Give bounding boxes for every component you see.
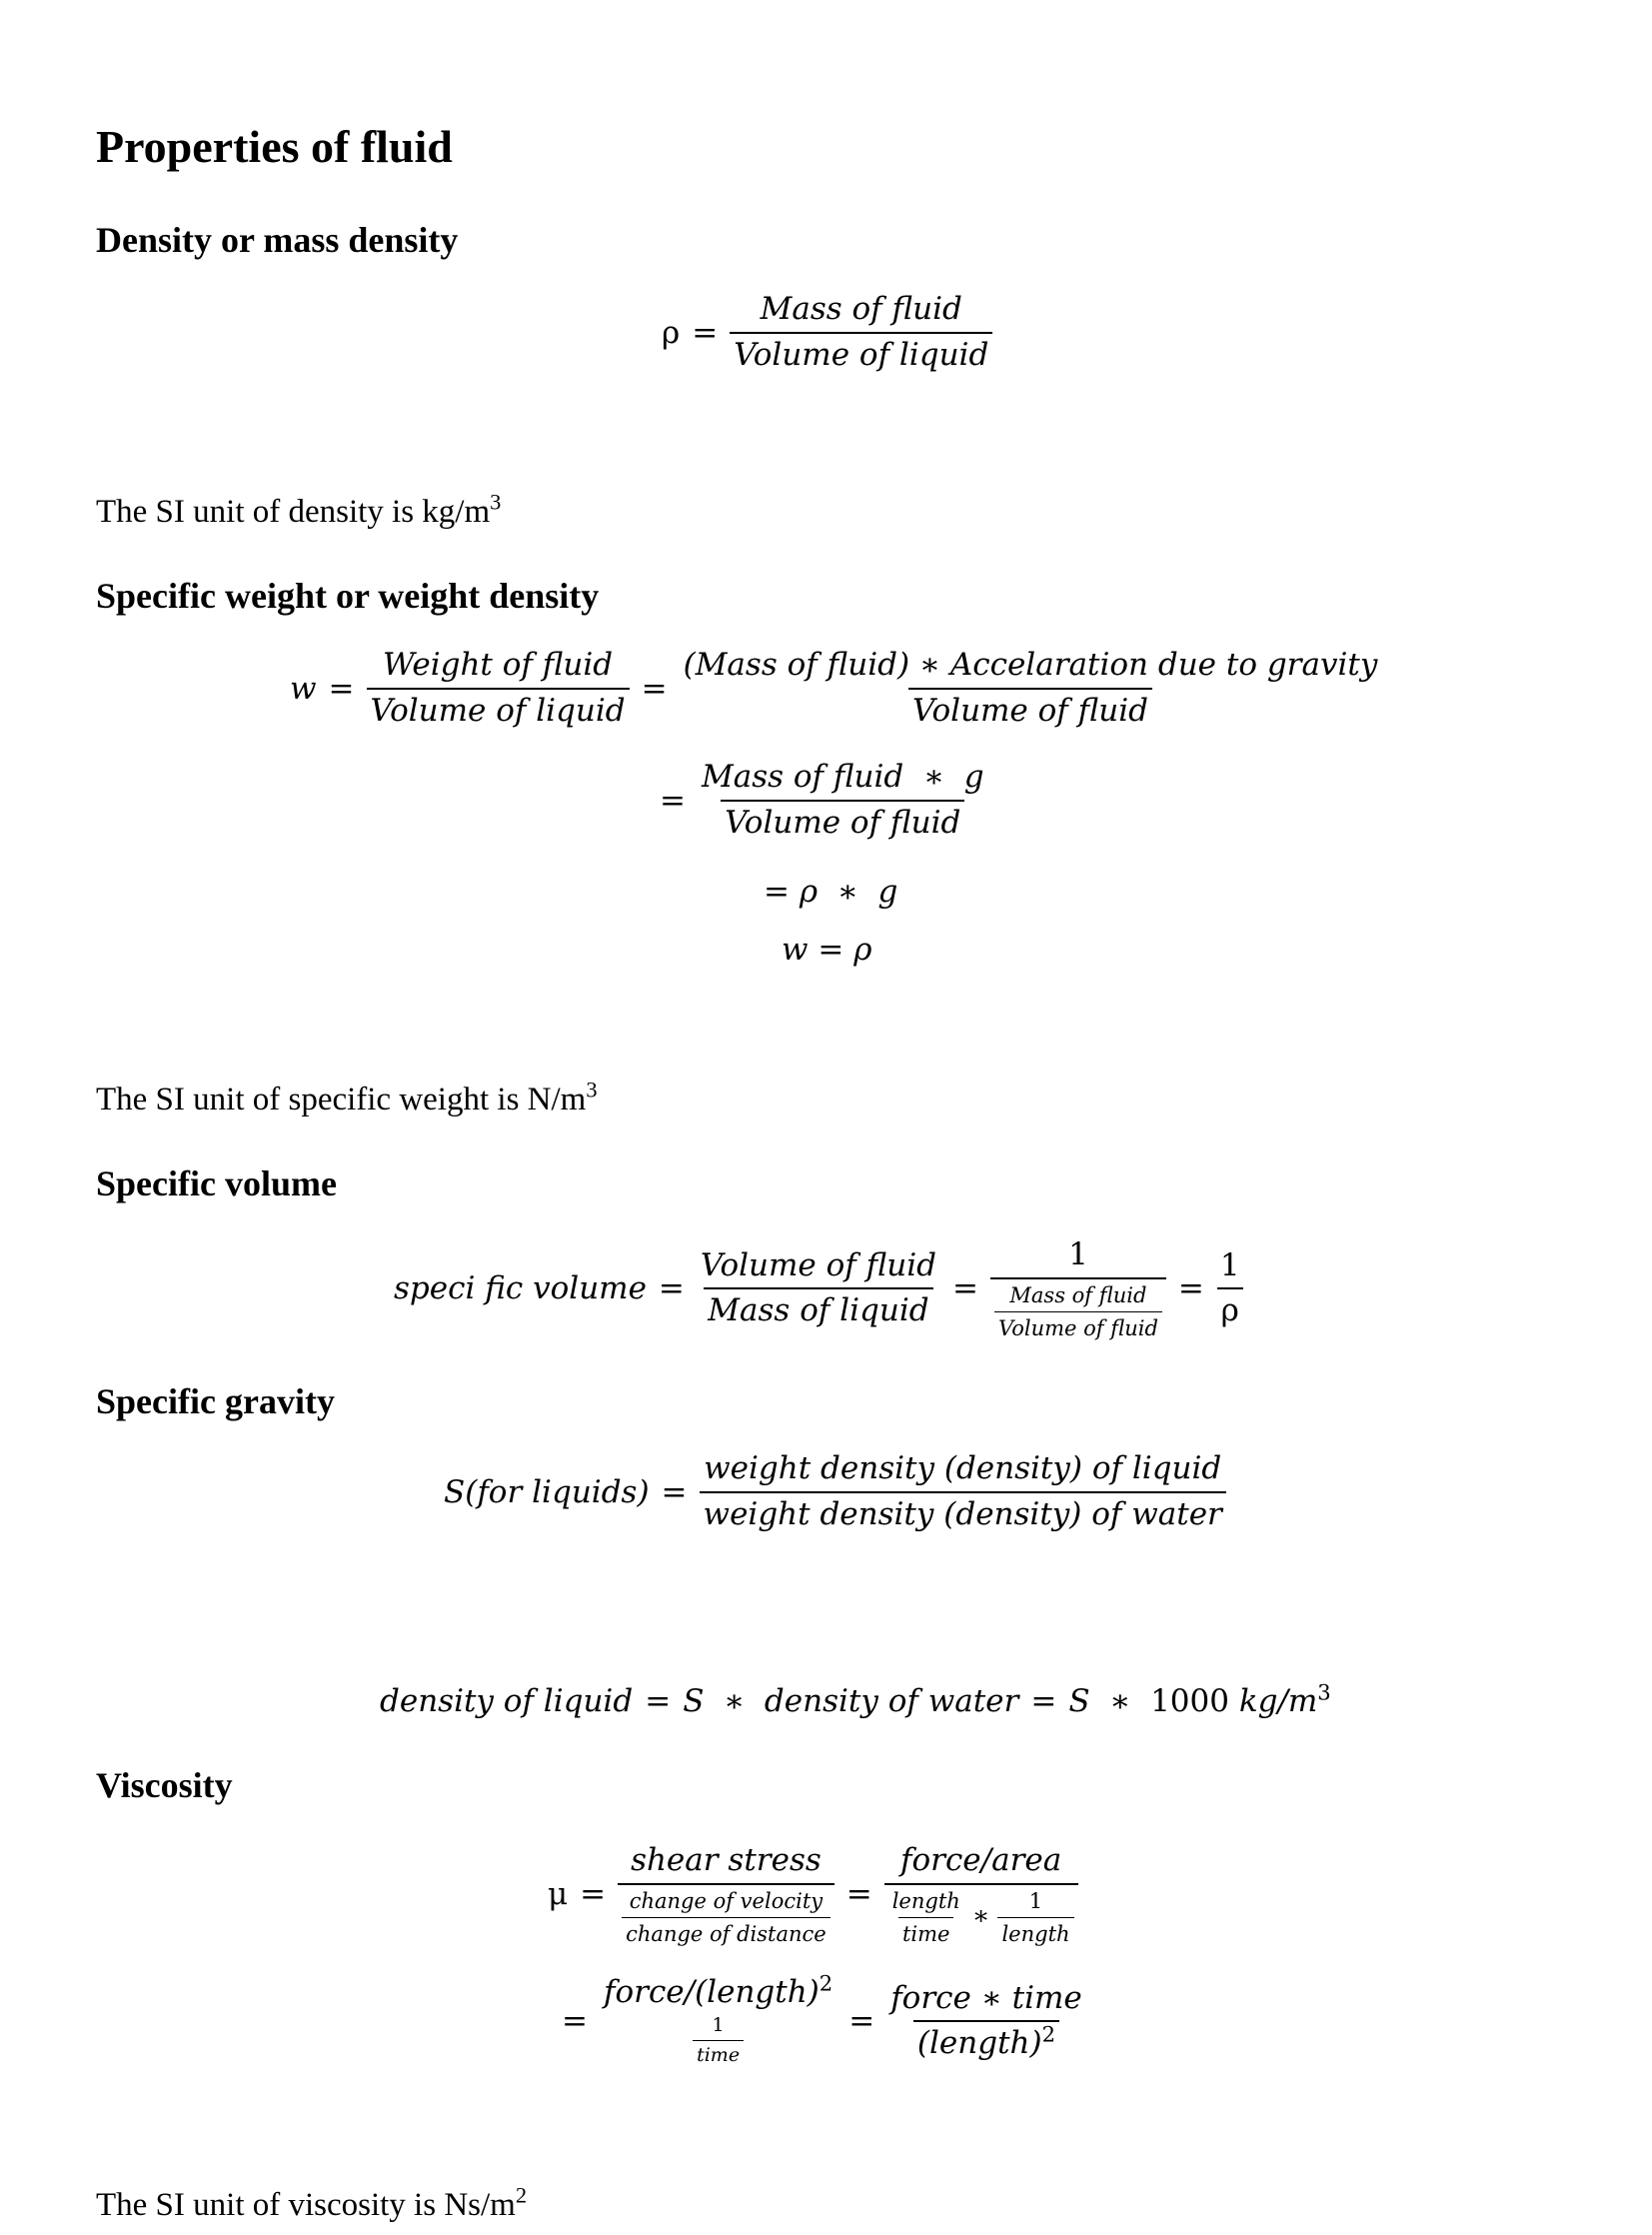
nested-fraction	[693, 2015, 744, 2068]
equals-sign: =	[328, 670, 355, 707]
denominator: weight density (density) of water	[700, 1491, 1226, 1533]
equals-sign: =	[951, 1270, 978, 1307]
denominator: Mass of liquid	[704, 1287, 932, 1329]
fraction-force-length-time	[600, 1970, 836, 2067]
numerator: Volume of fluid	[700, 1246, 936, 1283]
denominator: Volume of fluid	[908, 688, 1152, 730]
formula-specific-weight-row1	[290, 648, 1381, 729]
si-unit-exponent: 3	[586, 1077, 598, 1103]
si-unit-specific-weight	[96, 1077, 598, 1118]
formula-value: 1000	[1150, 1683, 1229, 1719]
fraction-mass-gravity	[680, 648, 1382, 729]
formula-specific-weight-row3: = ρ ∗ g	[764, 874, 898, 910]
equals-sign: =	[1177, 1270, 1204, 1307]
denominator: Volume of liquid	[367, 688, 630, 730]
formula-density-of-liquid	[380, 1679, 1331, 1719]
si-unit-text: The SI unit of specific weight is N/m	[96, 1082, 587, 1118]
denominator	[913, 2020, 1059, 2062]
fraction-force-area	[884, 1843, 1078, 1946]
fraction	[730, 292, 992, 373]
numerator: 1	[1068, 1236, 1088, 1272]
heading-specific-weight: Specific weight or weight density	[96, 576, 600, 616]
formula-lhs: μ	[548, 1876, 569, 1913]
nested-numerator: 1	[712, 2013, 725, 2036]
formula-lhs: w	[290, 670, 317, 707]
numerator: weight density (density) of liquid	[704, 1450, 1222, 1486]
nested-numerator: Mass of fluid	[1009, 1282, 1147, 1307]
fraction-weight-volume	[367, 648, 630, 729]
equals-sign: =	[661, 1473, 688, 1510]
fraction-force-time	[886, 1981, 1086, 2062]
formula-unit: kg/m	[1238, 1683, 1318, 1719]
formula-part3: S ∗	[1068, 1683, 1151, 1719]
nested-denominator: time	[693, 2040, 744, 2067]
nested-fraction	[622, 1889, 830, 1946]
numerator: Weight of fluid	[383, 647, 614, 683]
fraction-shear-stress	[618, 1843, 834, 1946]
formula-specific-weight-row2	[660, 760, 988, 841]
si-unit-exponent: 3	[490, 489, 502, 515]
heading-density: Density or mass density	[96, 220, 459, 260]
fraction-one-over-density-ratio	[990, 1237, 1166, 1340]
fraction-one-over-rho	[1216, 1248, 1244, 1329]
equals-sign: =	[562, 2003, 588, 2040]
equals-sign: =	[660, 782, 686, 819]
denominator	[689, 2015, 748, 2068]
denominator-exponent: 2	[1041, 2021, 1056, 2047]
formula-specific-volume	[394, 1237, 1244, 1340]
formula-viscosity-row2	[562, 1970, 1086, 2067]
denominator-text: (length)	[916, 2025, 1042, 2062]
equals-sign: =	[848, 2003, 875, 2040]
heading-specific-volume: Specific volume	[96, 1163, 337, 1203]
fraction-volume-mass	[697, 1248, 940, 1329]
si-unit-text: The SI unit of viscosity is Ns/m	[96, 2187, 516, 2223]
equals-sign: =	[641, 670, 668, 707]
formula-unit-exponent: 3	[1317, 1679, 1331, 1705]
equals-sign: =	[845, 1876, 872, 1913]
numerator: Mass of fluid ∗ g	[701, 759, 984, 795]
nested-denominator: length	[997, 1917, 1073, 1946]
nested-fraction	[994, 1283, 1162, 1340]
denominator	[884, 1883, 1078, 1946]
denominator	[990, 1277, 1166, 1340]
formula-specific-weight-row4: w = ρ	[782, 932, 872, 968]
denominator: Volume of fluid	[721, 800, 964, 842]
formula-specific-gravity	[444, 1451, 1226, 1532]
si-unit-viscosity	[96, 2182, 528, 2223]
numerator: (Mass of fluid) ∗ Accelaration due to gravity	[683, 647, 1378, 683]
si-unit-text: The SI unit of density is kg/m	[96, 494, 491, 530]
si-unit-exponent: 2	[515, 2182, 528, 2208]
equals-sign: =	[580, 1876, 607, 1913]
nested-numerator: 1	[1028, 1888, 1043, 1913]
numerator: force/area	[899, 1842, 1062, 1878]
equals-sign: =	[658, 1270, 685, 1307]
denominator: Volume of liquid	[730, 332, 992, 374]
numerator: force ∗ time	[890, 1979, 1082, 2016]
denominator: ρ	[1217, 1287, 1243, 1329]
numerator: Mass of fluid	[760, 291, 962, 327]
si-unit-density	[96, 489, 502, 530]
formula-part2: S ∗ density of water	[683, 1683, 1019, 1719]
formula-lhs: S(for liquids)	[444, 1473, 650, 1510]
nested-fraction-length-time	[888, 1889, 964, 1946]
nested-fraction-one-length	[997, 1889, 1073, 1946]
nested-numerator: change of velocity	[629, 1888, 824, 1913]
nested-numerator: length	[891, 1888, 960, 1913]
formula-viscosity-row1	[548, 1843, 1078, 1946]
equals-sign: =	[692, 314, 719, 351]
denominator	[618, 1883, 834, 1946]
equals-sign: =	[645, 1683, 672, 1719]
numerator-text: force/(length)	[603, 1974, 820, 2010]
formula-part1: density of liquid	[380, 1683, 634, 1719]
heading-viscosity: Viscosity	[96, 1765, 233, 1805]
nested-denominator: Volume of fluid	[994, 1311, 1162, 1340]
fraction-weight-density	[700, 1451, 1226, 1532]
formula-lhs: speci fic volume	[394, 1270, 647, 1307]
fraction-mass-g	[698, 760, 988, 841]
numerator-exponent: 2	[819, 1970, 833, 1996]
numerator: shear stress	[631, 1842, 822, 1878]
nested-denominator: time	[898, 1917, 954, 1946]
numerator: 1	[1219, 1246, 1240, 1283]
multiply-sign: ∗	[971, 1901, 990, 1932]
numerator	[600, 1970, 836, 2015]
nested-denominator: change of distance	[622, 1917, 830, 1946]
formula-lhs: ρ	[662, 314, 681, 351]
page-title: Properties of fluid	[96, 121, 453, 172]
heading-specific-gravity: Specific gravity	[96, 1381, 335, 1421]
formula-density	[662, 292, 992, 373]
equals-sign: =	[1030, 1683, 1057, 1719]
